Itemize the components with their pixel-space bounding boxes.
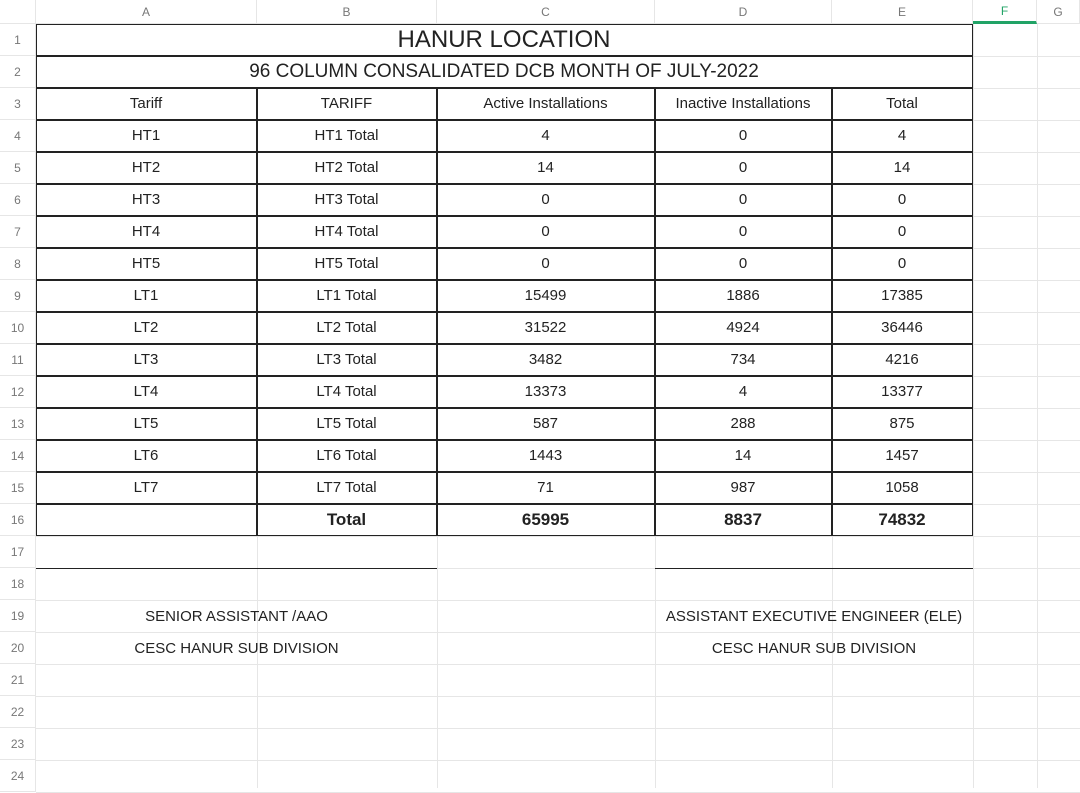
table-cell[interactable]: 1457	[832, 440, 973, 472]
table-cell[interactable]: 1886	[655, 280, 832, 312]
row-header-14[interactable]: 14	[0, 440, 36, 472]
report-title[interactable]: HANUR LOCATION	[36, 24, 973, 56]
table-cell[interactable]: LT1 Total	[257, 280, 437, 312]
table-cell[interactable]: 0	[437, 184, 655, 216]
table-cell[interactable]: 4	[655, 376, 832, 408]
table-cell[interactable]: 13377	[832, 376, 973, 408]
table-cell[interactable]: HT5	[36, 248, 257, 280]
table-cell[interactable]: 17385	[832, 280, 973, 312]
row-header-17[interactable]: 17	[0, 536, 36, 568]
row-header-16[interactable]: 16	[0, 504, 36, 536]
grid-line-vertical	[1037, 24, 1038, 788]
row-header-2[interactable]: 2	[0, 56, 36, 88]
table-cell[interactable]: 36446	[832, 312, 973, 344]
table-cell[interactable]: LT5 Total	[257, 408, 437, 440]
row-header-24[interactable]: 24	[0, 760, 36, 792]
table-cell[interactable]: LT2	[36, 312, 257, 344]
table-cell[interactable]: 1058	[832, 472, 973, 504]
grid-line-horizontal	[36, 728, 1080, 729]
table-cell[interactable]: LT4	[36, 376, 257, 408]
table-cell[interactable]: 14	[655, 440, 832, 472]
table-cell[interactable]: 31522	[437, 312, 655, 344]
table-cell[interactable]: 288	[655, 408, 832, 440]
table-cell[interactable]: 4	[437, 120, 655, 152]
row-header-22[interactable]: 22	[0, 696, 36, 728]
header-cell[interactable]: Inactive Installations	[655, 88, 832, 120]
report-subtitle[interactable]: 96 COLUMN CONSALIDATED DCB MONTH OF JULY-2022	[36, 56, 973, 88]
total-inactive[interactable]: 8837	[655, 504, 832, 536]
table-cell[interactable]: HT3 Total	[257, 184, 437, 216]
table-cell[interactable]: HT1 Total	[257, 120, 437, 152]
row-header-9[interactable]: 9	[0, 280, 36, 312]
table-cell[interactable]: LT5	[36, 408, 257, 440]
grid-line-vertical	[973, 24, 974, 788]
signature-line-right	[655, 568, 973, 569]
table-cell[interactable]: 0	[655, 184, 832, 216]
row-header-20[interactable]: 20	[0, 632, 36, 664]
total-active[interactable]: 65995	[437, 504, 655, 536]
signature-line-left	[36, 568, 437, 569]
column-header-a[interactable]: A	[36, 0, 257, 24]
table-cell[interactable]: LT6 Total	[257, 440, 437, 472]
table-cell[interactable]: LT7	[36, 472, 257, 504]
table-cell[interactable]: 4	[832, 120, 973, 152]
grid-line-horizontal	[36, 536, 1080, 537]
table-cell[interactable]: LT3 Total	[257, 344, 437, 376]
table-cell[interactable]: 0	[655, 152, 832, 184]
table-cell[interactable]: 0	[832, 216, 973, 248]
table-cell[interactable]: LT7 Total	[257, 472, 437, 504]
table-cell[interactable]: HT2	[36, 152, 257, 184]
table-cell[interactable]: LT6	[36, 440, 257, 472]
row-header-6[interactable]: 6	[0, 184, 36, 216]
row-header-18[interactable]: 18	[0, 568, 36, 600]
signature-right-title[interactable]: ASSISTANT EXECUTIVE ENGINEER (ELE)	[665, 607, 963, 625]
table-cell[interactable]: HT5 Total	[257, 248, 437, 280]
row-header-11[interactable]: 11	[0, 344, 36, 376]
row-header-1[interactable]: 1	[0, 24, 36, 56]
row-header-5[interactable]: 5	[0, 152, 36, 184]
row-header-8[interactable]: 8	[0, 248, 36, 280]
column-header-c[interactable]: C	[437, 0, 655, 24]
row-header-4[interactable]: 4	[0, 120, 36, 152]
header-cell[interactable]: Total	[832, 88, 973, 120]
total-empty-cell[interactable]	[36, 504, 257, 536]
row-header-15[interactable]: 15	[0, 472, 36, 504]
total-grand[interactable]: 74832	[832, 504, 973, 536]
table-cell[interactable]: 14	[832, 152, 973, 184]
table-cell[interactable]: HT4	[36, 216, 257, 248]
row-header-13[interactable]: 13	[0, 408, 36, 440]
row-header-12[interactable]: 12	[0, 376, 36, 408]
header-cell[interactable]: TARIFF	[257, 88, 437, 120]
grid-line-horizontal	[36, 760, 1080, 761]
signature-right-office[interactable]: CESC HANUR SUB DIVISION	[711, 639, 917, 657]
table-cell[interactable]: 987	[655, 472, 832, 504]
table-cell[interactable]: 4924	[655, 312, 832, 344]
table-cell[interactable]: HT4 Total	[257, 216, 437, 248]
table-cell[interactable]: HT3	[36, 184, 257, 216]
table-cell[interactable]: LT4 Total	[257, 376, 437, 408]
row-header-3[interactable]: 3	[0, 88, 36, 120]
select-all-corner[interactable]	[0, 0, 36, 24]
row-header-23[interactable]: 23	[0, 728, 36, 760]
row-header-7[interactable]: 7	[0, 216, 36, 248]
table-cell[interactable]: LT3	[36, 344, 257, 376]
table-cell[interactable]: 71	[437, 472, 655, 504]
grid-line-horizontal	[36, 696, 1080, 697]
column-header-e[interactable]: E	[832, 0, 973, 24]
table-cell[interactable]: 0	[655, 120, 832, 152]
table-cell[interactable]: 1443	[437, 440, 655, 472]
header-cell[interactable]: Active Installations	[437, 88, 655, 120]
table-cell[interactable]: 875	[832, 408, 973, 440]
signature-left-office[interactable]: CESC HANUR SUB DIVISION	[134, 639, 339, 657]
table-cell[interactable]: 4216	[832, 344, 973, 376]
table-cell[interactable]: 734	[655, 344, 832, 376]
header-cell[interactable]: Tariff	[36, 88, 257, 120]
row-header-21[interactable]: 21	[0, 664, 36, 696]
table-cell[interactable]: LT1	[36, 280, 257, 312]
table-cell[interactable]: 0	[832, 184, 973, 216]
column-header-d[interactable]: D	[655, 0, 832, 24]
column-header-f[interactable]: F	[973, 0, 1037, 24]
table-cell[interactable]: HT2 Total	[257, 152, 437, 184]
column-header-g[interactable]: G	[1037, 0, 1080, 24]
table-cell[interactable]: 13373	[437, 376, 655, 408]
table-cell[interactable]: 0	[832, 248, 973, 280]
table-cell[interactable]: 0	[437, 248, 655, 280]
table-cell[interactable]: 15499	[437, 280, 655, 312]
table-cell[interactable]: 0	[437, 216, 655, 248]
table-cell[interactable]: 3482	[437, 344, 655, 376]
total-label[interactable]: Total	[257, 504, 437, 536]
table-cell[interactable]: 587	[437, 408, 655, 440]
table-cell[interactable]: LT2 Total	[257, 312, 437, 344]
table-cell[interactable]: 14	[437, 152, 655, 184]
grid-line-horizontal	[36, 664, 1080, 665]
table-cell[interactable]: 0	[655, 216, 832, 248]
row-header-10[interactable]: 10	[0, 312, 36, 344]
signature-left-title[interactable]: SENIOR ASSISTANT /AAO	[145, 607, 328, 625]
column-header-b[interactable]: B	[257, 0, 437, 24]
table-cell[interactable]: HT1	[36, 120, 257, 152]
row-header-19[interactable]: 19	[0, 600, 36, 632]
table-cell[interactable]: 0	[655, 248, 832, 280]
